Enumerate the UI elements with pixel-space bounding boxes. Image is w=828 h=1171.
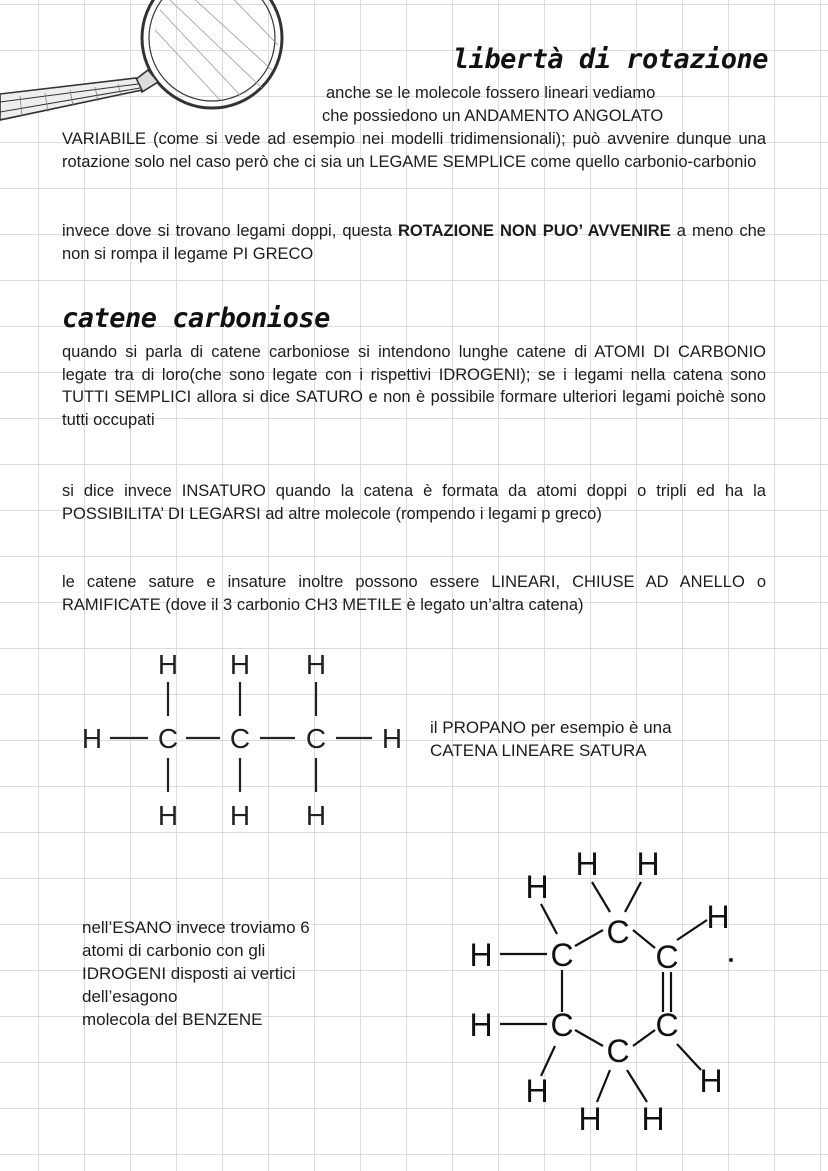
paragraph-tipi-catene: le catene sature e insature inoltre possono essere LINEARI, CHIUSE AD ANELLO o RAMIFICATE (dove il 3 carbonio CH3 METILE è legato un’altra catena)	[62, 573, 766, 614]
paragraph-catene-definizione: quando si parla di catene carboniose si intendono lunghe catene di ATOMI DI CARBONIO legate tra di loro(che sono legate con i rispettivi IDROGENI); se i legami nella catena sono TUTTI SEMPLICI allora si dice SATURO e non è possibile formare ulteriori legami poichè sono tutti occupati	[62, 343, 766, 429]
ring-h-bottom-1: H	[578, 1101, 602, 1137]
propane-h-bottom-1: H	[157, 800, 179, 831]
hexane-caption-line3: IDROGENI disposti ai vertici	[82, 964, 296, 983]
hexane-caption-line1: nell’ESANO invece troviamo 6	[82, 918, 310, 937]
ring-h-bottom-right: H	[699, 1063, 723, 1099]
propane-h-top-1: H	[157, 649, 179, 680]
ring-c-bottom-left: C	[550, 1007, 574, 1043]
ring-h-top-right: H	[706, 899, 730, 935]
propane-c-2: C	[229, 723, 251, 754]
propane-h-left: H	[81, 723, 103, 754]
propane-caption-line2: CATENA LINEARE SATURA	[430, 741, 647, 760]
propane-structure-diagram	[70, 640, 420, 835]
hexane-caption	[82, 916, 310, 1031]
paragraph-insaturo: si dice invece INSATURO quando la catena è formata da atomi doppi o tripli ed ha la POSSIBILITA’ DI LEGARSI ad altre molecole (rompendo i legami p greco)	[62, 482, 766, 523]
ring-c-top-right: C	[655, 939, 679, 975]
hexane-caption-line2: atomi di carbonio con gli	[82, 941, 266, 960]
text-legami-doppi-post: a meno che non si rompa il legame PI GRECO	[62, 222, 766, 263]
heading-liberta-di-rotazione: libertà di rotazione	[452, 44, 768, 75]
ring-c-top-left: C	[550, 937, 574, 973]
paragraph-intro-line1: anche se le molecole fossero lineari vediamo	[326, 84, 656, 102]
propane-caption	[430, 716, 672, 762]
ring-c-bottom-right: C	[655, 1007, 679, 1043]
heading-catene-carboniose: catene carboniose	[62, 303, 330, 334]
hexane-ring-diagram	[455, 840, 755, 1140]
text-legami-doppi-pre: invece dove si trovano legami doppi, questa	[62, 222, 398, 240]
ring-h-bottom-left: H	[525, 1073, 549, 1109]
paragraph-legami-doppi	[62, 220, 766, 265]
propane-h-bottom-2: H	[229, 800, 251, 831]
magnifying-glass-icon	[0, 0, 300, 135]
ring-c-bottom: C	[606, 1033, 630, 1069]
ring-bonds	[500, 882, 707, 1102]
propane-h-bottom-3: H	[305, 800, 327, 831]
ring-h-left-1: H	[469, 937, 493, 973]
propane-caption-line1: il PROPANO per esempio è una	[430, 718, 672, 737]
propane-h-top-2: H	[229, 649, 251, 680]
propane-c-1: C	[157, 723, 179, 754]
hexane-caption-line5: molecola del BENZENE	[82, 1010, 263, 1029]
propane-c-3: C	[305, 723, 327, 754]
ring-h-top-left: H	[525, 869, 549, 905]
propane-h-top-3: H	[305, 649, 327, 680]
ring-h-top-2: H	[636, 846, 660, 882]
ring-h-top-1: H	[575, 846, 599, 882]
ring-h-bottom-2: H	[641, 1101, 665, 1137]
paragraph-rotazione: VARIABILE (come si vede ad esempio nei modelli tridimensionali); può avvenire dunque una rotazione solo nel caso però che ci sia un LEGAME SEMPLICE come quello carbonio-carbonio	[62, 130, 766, 171]
propane-h-right: H	[381, 723, 403, 754]
text-rotazione-non-puo: ROTAZIONE NON PUO’ AVVENIRE	[397, 222, 671, 240]
ring-h-left-2: H	[469, 1007, 493, 1043]
ring-c-top: C	[606, 914, 630, 950]
hexane-caption-line4: dell’esagono	[82, 987, 178, 1006]
paragraph-intro-line2: che possiedono un ANDAMENTO ANGOLATO	[322, 107, 664, 125]
